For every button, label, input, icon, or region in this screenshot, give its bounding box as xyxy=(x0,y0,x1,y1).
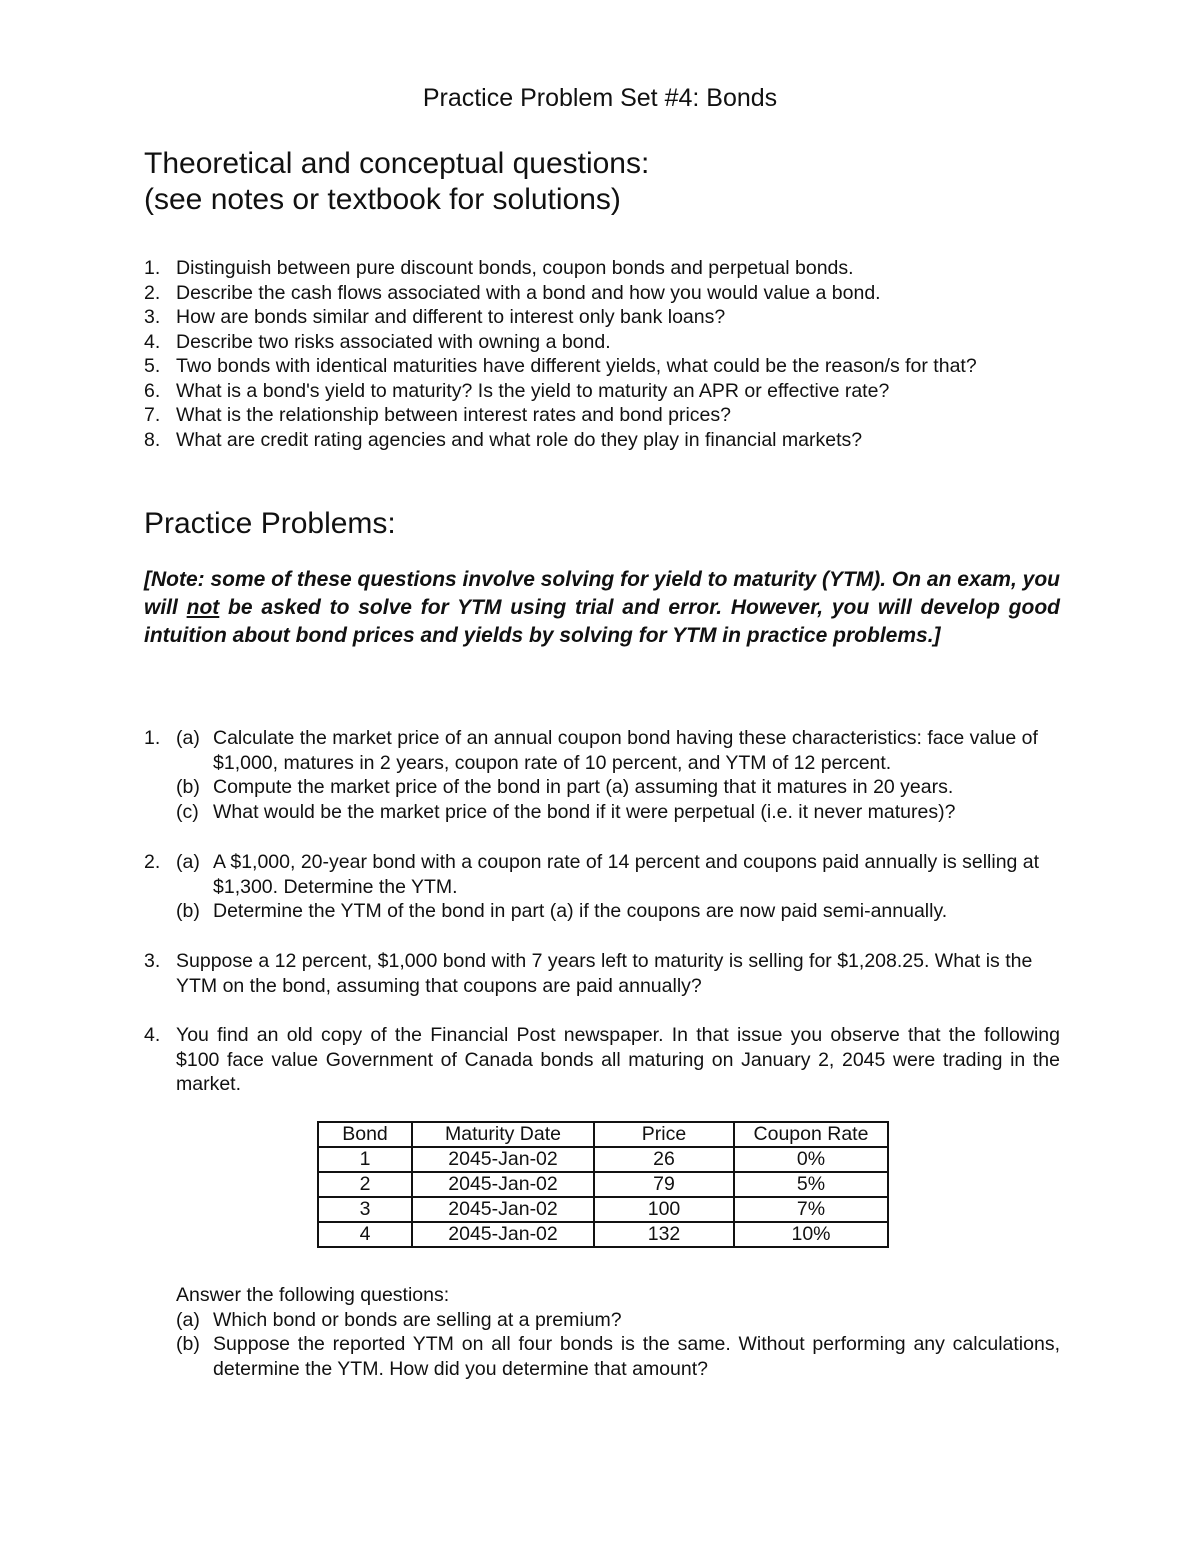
note-text-start: [Note: some of these questions involve solving for yield to maturity (YTM). On an exam, you will xyxy=(144,568,1060,619)
problem-2b xyxy=(176,899,1060,924)
theory-question xyxy=(144,379,1044,404)
theory-heading-line2: (see notes or textbook for solutions) xyxy=(144,183,621,216)
table-cell: 132 xyxy=(594,1222,734,1247)
practice-heading: Practice Problems: xyxy=(144,507,396,540)
question-number: 4. xyxy=(144,330,161,353)
theory-heading xyxy=(144,146,649,218)
part-label: (c) xyxy=(176,800,199,823)
problem-text: Suppose a 12 percent, $1,000 bond with 7 years left to maturity is selling for $1,208.25. What is the YTM on the bond, assuming that coupons are paid annually? xyxy=(176,950,1033,997)
part-text: What would be the market price of the bond if it were perpetual (i.e. it never matures)? xyxy=(213,800,956,823)
table-row xyxy=(318,1147,888,1172)
problem-4 xyxy=(144,1023,1060,1097)
part-label: (b) xyxy=(176,900,200,922)
question-number: 5. xyxy=(144,355,161,377)
part-label: (b) xyxy=(176,776,200,798)
part-label: (a) xyxy=(176,851,200,873)
practice-note xyxy=(144,566,1060,650)
table-cell: 3 xyxy=(318,1197,412,1222)
table-cell: 2 xyxy=(318,1172,412,1197)
column-header: Maturity Date xyxy=(412,1122,594,1147)
problem-number: 4. xyxy=(144,1024,161,1046)
problem-number: 1. xyxy=(144,727,161,749)
note-emphasis-not: not xyxy=(186,596,220,619)
problem-2a xyxy=(176,850,1060,899)
part-label: (a) xyxy=(176,727,200,749)
question-text: What is a bond's yield to maturity? Is the yield to maturity an APR or effective rate? xyxy=(176,379,890,402)
table-cell: 4 xyxy=(318,1222,412,1247)
note-text-end: be asked to solve for YTM using trial and error. However, you will develop good intuition about bond prices and yields by solving for YTM in practice problems.] xyxy=(144,596,1060,647)
theory-question xyxy=(144,305,1044,330)
answer-intro: Answer the following questions: xyxy=(176,1284,450,1306)
theory-question xyxy=(144,281,1044,306)
table-row xyxy=(318,1222,888,1247)
problem-1c xyxy=(176,800,1060,825)
part-label: (b) xyxy=(176,1333,200,1355)
theory-question xyxy=(144,330,1044,355)
question-number: 3. xyxy=(144,306,161,328)
theory-question xyxy=(144,428,1044,453)
theory-heading-line1: Theoretical and conceptual questions: xyxy=(144,147,650,180)
table-cell: 2045-Jan-02 xyxy=(412,1147,594,1172)
question-text: Describe the cash flows associated with a bond and how you would value a bond. xyxy=(176,281,881,304)
problem-2 xyxy=(144,850,1060,924)
table-row xyxy=(318,1172,888,1197)
table-cell: 0% xyxy=(734,1147,888,1172)
question-number: 6. xyxy=(144,379,161,402)
problem-text: You find an old copy of the Financial Post newspaper. In that issue you observe that the following $100 face value Government of Canada bonds all maturing on January 2, 2045 were trading in the market. xyxy=(176,1024,1060,1095)
problem-1 xyxy=(144,726,1060,824)
question-text: What is the relationship between interest rates and bond prices? xyxy=(176,404,731,426)
question-text: What are credit rating agencies and what role do they play in financial markets? xyxy=(176,428,863,451)
part-text: Suppose the reported YTM on all four bonds is the same. Without performing any calculations, determine the YTM. How did you determine that amount? xyxy=(213,1333,1060,1380)
table-cell: 5% xyxy=(734,1172,888,1197)
question-text: Describe two risks associated with owning a bond. xyxy=(176,330,611,353)
problem-4b xyxy=(176,1332,1060,1381)
problem-1b xyxy=(176,775,1060,800)
question-text: Distinguish between pure discount bonds, coupon bonds and perpetual bonds. xyxy=(176,257,854,279)
part-text: Which bond or bonds are selling at a premium? xyxy=(213,1308,622,1331)
table-cell: 26 xyxy=(594,1147,734,1172)
column-header: Price xyxy=(594,1122,734,1147)
table-cell: 10% xyxy=(734,1222,888,1247)
part-text: Compute the market price of the bond in part (a) assuming that it matures in 20 years. xyxy=(213,776,954,798)
question-text: How are bonds similar and different to interest only bank loans? xyxy=(176,306,726,328)
question-number: 1. xyxy=(144,257,161,279)
problem-4-questions xyxy=(176,1283,1060,1381)
table-cell: 100 xyxy=(594,1197,734,1222)
problem-3 xyxy=(144,949,1060,998)
page-title: Practice Problem Set #4: Bonds xyxy=(422,84,778,112)
table-cell: 79 xyxy=(594,1172,734,1197)
question-number: 7. xyxy=(144,404,161,426)
problem-4a xyxy=(176,1308,1060,1333)
part-text: Calculate the market price of an annual coupon bond having these characteristics: face value of $1,000, matures in 2 years, coupon rate of 10 percent, and YTM of 12 percent. xyxy=(213,727,1038,774)
table-cell: 2045-Jan-02 xyxy=(412,1172,594,1197)
theory-question xyxy=(144,256,1044,281)
theory-question xyxy=(144,403,1044,428)
column-header: Bond xyxy=(318,1122,412,1147)
question-number: 2. xyxy=(144,281,161,304)
table-header-row xyxy=(318,1122,888,1147)
part-label: (a) xyxy=(176,1308,200,1331)
table-row xyxy=(318,1197,888,1222)
column-header: Coupon Rate xyxy=(734,1122,888,1147)
part-text: Determine the YTM of the bond in part (a) if the coupons are now paid semi-annually. xyxy=(213,900,948,922)
table-cell: 7% xyxy=(734,1197,888,1222)
table-cell: 1 xyxy=(318,1147,412,1172)
part-text: A $1,000, 20-year bond with a coupon rate of 14 percent and coupons paid annually is selling at $1,300. Determine the YTM. xyxy=(213,851,1040,898)
theory-question-list xyxy=(144,256,1044,452)
table-cell: 2045-Jan-02 xyxy=(412,1222,594,1247)
theory-question xyxy=(144,354,1044,379)
question-text: Two bonds with identical maturities have different yields, what could be the reason/s for that? xyxy=(176,355,977,377)
bond-table xyxy=(317,1121,889,1248)
problem-number: 3. xyxy=(144,950,161,972)
problem-1a xyxy=(176,726,1060,775)
problem-number: 2. xyxy=(144,851,161,873)
question-number: 8. xyxy=(144,428,161,451)
table-cell: 2045-Jan-02 xyxy=(412,1197,594,1222)
